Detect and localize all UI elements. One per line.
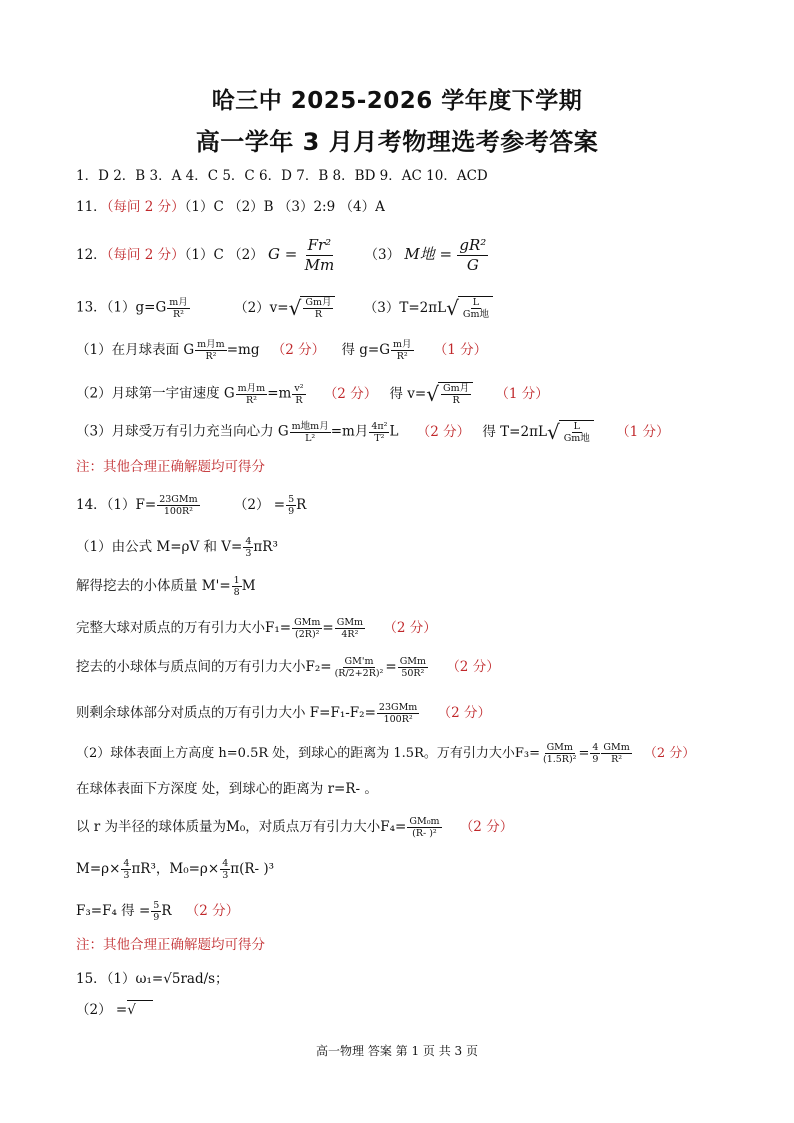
q14-l4-num1: GM'm — [344, 656, 374, 667]
q14-l4-text: 挖去的小球体与质点间的万有引力大小F₂= — [76, 659, 332, 675]
q14-l4-eq: = — [385, 659, 397, 675]
q13-note: 注：其他合理正确解题均可得分 — [76, 459, 265, 475]
q13-g-fraction — [167, 297, 190, 320]
answer-15-line-2 — [76, 1000, 153, 1019]
q13-s1-eq: =mg — [226, 342, 260, 358]
q13-s3-num: m地m月 — [291, 420, 329, 432]
answer-12 — [76, 236, 488, 275]
q12-m-num: gR² — [459, 236, 487, 254]
q14-line-2 — [76, 575, 256, 598]
answer-13-step-2 — [76, 382, 549, 406]
q14-l3-text: 完整大球对质点的万有引力大小F₁= — [76, 620, 292, 636]
q15-l2-text: （2） = — [76, 1002, 128, 1018]
q14-line-7: 在球体表面下方深度 处，到球心的距离为 r=R- 。 — [76, 781, 378, 797]
q14-l1-tail: πR³ — [253, 539, 278, 555]
q14-f-den: 100R² — [163, 506, 193, 517]
q13-s2-sqden: R — [452, 395, 460, 406]
answer-13-step-1 — [76, 339, 487, 362]
q14-l3-den1: (2R)² — [295, 629, 320, 640]
q14-l4-den2: 50R² — [401, 668, 425, 679]
q13-s2-eq: =m — [267, 385, 292, 402]
q14-l9-den2: 3 — [222, 870, 229, 881]
q11-answers: （1）C （2）B （3）2:9 （4）A — [184, 199, 385, 215]
q14-l6-num2: 4 — [592, 742, 599, 753]
q13-s1-points: （2 分） — [271, 342, 326, 358]
q14-line-4 — [76, 656, 500, 679]
q14-l6-den3: R² — [611, 754, 623, 765]
q14-l1-num: 4 — [245, 536, 252, 547]
q12-m-den: G — [466, 256, 479, 274]
q14-l8-points: （2 分） — [459, 819, 514, 835]
q14-l10-points: （2 分） — [185, 903, 240, 919]
q11-number: 11． — [76, 199, 107, 215]
q13-s3-text: （3）月球受万有引力充当向心力 G — [76, 423, 289, 440]
q13-s1-den: R² — [205, 351, 217, 362]
q13-s3-l: L — [389, 423, 399, 440]
q14-l5-num: 23GMm — [378, 702, 418, 713]
q12-a3: （3） — [364, 247, 401, 263]
q14-l10-r: R — [161, 903, 172, 919]
q13-g-den: R² — [173, 308, 184, 320]
q13-t-num: L — [472, 297, 480, 308]
q14-h-num: 5 — [288, 494, 295, 505]
q13-s2-den: R² — [245, 394, 257, 406]
title-line-2: 高一学年 3 月月考物理选考参考答案 — [195, 128, 599, 156]
q14-l9-den: 3 — [123, 870, 130, 881]
answer-11 — [76, 198, 385, 216]
sqrt-icon: √ — [546, 420, 560, 444]
q14-l9-num: 4 — [123, 858, 130, 869]
sqrt-icon: √ — [426, 382, 439, 406]
q14-h-r: R — [296, 497, 307, 513]
page-footer: 高一物理 答案 第 1 页 共 3 页 — [316, 1044, 478, 1058]
q14-line-10 — [76, 900, 239, 923]
q13-s2-num: m月m — [237, 382, 266, 394]
q12-number: 12． — [76, 247, 107, 263]
q13-g-text: 13．（1）g=G — [76, 299, 167, 316]
q14-l9-mid: πR³，M₀=ρ× — [131, 861, 220, 877]
q14-l5-text: 则剩余球体部分对质点的万有引力大小 F=F₁-F₂= — [76, 705, 376, 721]
q14-l6-num3: GMm — [603, 742, 630, 753]
q13-s3-sqden: Gm地 — [563, 433, 590, 444]
answer-15-line-1: 15．（1）ω₁=√5rad/s； — [76, 971, 229, 987]
q14-l4-den1: (R/2+2R)² — [334, 668, 384, 679]
title-line-1: 哈三中 2025-2026 学年度下学期 — [211, 88, 583, 114]
q14-l2-text: 解得挖去的小体质量 M'= — [76, 578, 231, 594]
q13-v-text: （2）v= — [234, 299, 289, 316]
q12-g-den: Mm — [304, 256, 335, 274]
q14-l3-points: （2 分） — [383, 620, 437, 636]
q14-l9-tail: π(R- )³ — [230, 861, 275, 877]
q13-s3-den2: T² — [374, 432, 385, 444]
q13-t-text: （3）T=2πL — [363, 299, 447, 316]
q14-l10-den: 9 — [153, 912, 160, 923]
q14-line-5 — [76, 702, 491, 725]
q14-l10-text: F₃=F₄ 得 = — [76, 903, 151, 919]
q13-s2-points2: （1 分） — [495, 385, 549, 402]
q14-f-num: 23GMm — [159, 494, 198, 505]
q13-s2-den2: R — [295, 394, 303, 406]
q14-l6-eq: = — [578, 746, 590, 761]
q14-line-6 — [76, 742, 695, 765]
q14-l2-num: 1 — [233, 575, 240, 586]
q14-l4-num2: GMm — [399, 656, 427, 667]
q14-l1-text: （1）由公式 M=ρV 和 V= — [76, 539, 243, 555]
q13-s1-den2: R² — [396, 351, 408, 362]
q13-s2-sqnum: Gm月 — [442, 383, 470, 394]
q14-l2-den: 8 — [233, 587, 240, 598]
q13-s2-points: （2 分） — [323, 385, 378, 402]
q13-s2-text: （2）月球第一宇宙速度 G — [76, 385, 235, 402]
q14-l6-num1: GMm — [546, 742, 573, 753]
q13-g-num: m月 — [169, 296, 188, 308]
q14-line-3 — [76, 617, 437, 640]
q14-note: 注：其他合理正确解题均可得分 — [76, 937, 265, 953]
sqrt-icon: √ — [288, 296, 302, 320]
q13-v-sqrt — [289, 296, 336, 320]
q11-score-note: （每问 2 分） — [106, 199, 185, 215]
q14-l5-points: （2 分） — [437, 705, 492, 721]
q13-s1-text: （1）在月球表面 G — [76, 342, 195, 358]
q13-s1-points2: （1 分） — [433, 342, 488, 358]
q12-m-lhs: M地 = — [404, 245, 453, 263]
q14-l9-num2: 4 — [222, 858, 229, 869]
q13-s3-result: 得 T=2πL — [482, 423, 547, 440]
q14-l8-num: GM₀m — [409, 816, 440, 827]
q14-l3-num1: GMm — [294, 617, 321, 628]
answer-14-summary — [76, 494, 306, 517]
q13-s3-eq: =m月 — [330, 423, 369, 440]
q13-t-sqrt — [446, 296, 493, 320]
q12-a1: （1）C （2） — [184, 247, 264, 263]
q13-s1-result: 得 g=G — [341, 342, 390, 358]
q14-l9-text: M=ρ× — [76, 861, 121, 877]
q14-l8-text: 以 r 为半径的球体质量为M₀，对质点万有引力大小F₄= — [76, 819, 407, 835]
q14-l2-tail: M — [241, 578, 256, 594]
q13-t-den: Gm地 — [462, 309, 489, 320]
q14-f-text: 14．（1）F= — [76, 497, 157, 513]
answer-13-step-3 — [76, 420, 669, 444]
q14-l3-den2: 4R² — [341, 629, 359, 640]
q13-s1-num2: m月 — [392, 339, 412, 350]
q14-line-8 — [76, 816, 513, 839]
answers-1-10: 1．D 2．B 3．A 4．C 5．C 6．D 7．B 8．BD 9．AC 10．ACD — [76, 168, 488, 184]
q14-l6-points: （2 分） — [643, 746, 696, 761]
q13-s3-points2: （1 分） — [616, 423, 670, 440]
q14-line-9 — [76, 858, 274, 881]
q13-s3-sqnum: L — [573, 421, 580, 432]
sqrt-icon: √ — [446, 296, 459, 320]
q14-l6-den1: (1.5R)² — [542, 754, 577, 765]
q14-l1-den: 3 — [245, 548, 252, 559]
q14-l3-eq: = — [322, 620, 334, 636]
q14-line-1 — [76, 536, 278, 559]
q14-l6-text: （2）球体表面上方高度 h=0.5R 处，到球心的距离为 1.5R。万有引力大小F₃= — [76, 746, 540, 761]
q14-l5-den: 100R² — [383, 714, 413, 725]
sqrt-icon: √ — [127, 1002, 136, 1018]
q12-g-lhs: G = — [267, 245, 298, 263]
q13-s2-num2: v² — [294, 382, 304, 394]
q13-s3-num2: 4π² — [371, 420, 388, 432]
q14-l6-den2: 9 — [592, 754, 599, 765]
q14-l10-num: 5 — [153, 900, 160, 911]
q13-s3-points: （2 分） — [416, 423, 471, 440]
q13-v-den: R — [314, 309, 322, 320]
q13-s3-den: L² — [305, 432, 316, 444]
q13-s1-num: m月m — [197, 339, 225, 350]
q13-s2-result: 得 v= — [389, 385, 427, 402]
q14-l3-num2: GMm — [336, 617, 364, 628]
q14-l4-points: （2 分） — [446, 659, 500, 675]
q14-h-text: （2） = — [233, 497, 286, 513]
q13-v-num: Gm月 — [305, 297, 332, 308]
q12-g-fraction — [303, 236, 337, 275]
answer-13-summary — [76, 296, 493, 320]
q14-h-den: 9 — [288, 506, 295, 517]
q12-score-note: （每问 2 分） — [106, 247, 185, 263]
q12-g-num: Fr² — [307, 236, 332, 254]
q14-l8-den: (R- )² — [412, 828, 437, 839]
q12-m-fraction — [457, 236, 488, 275]
